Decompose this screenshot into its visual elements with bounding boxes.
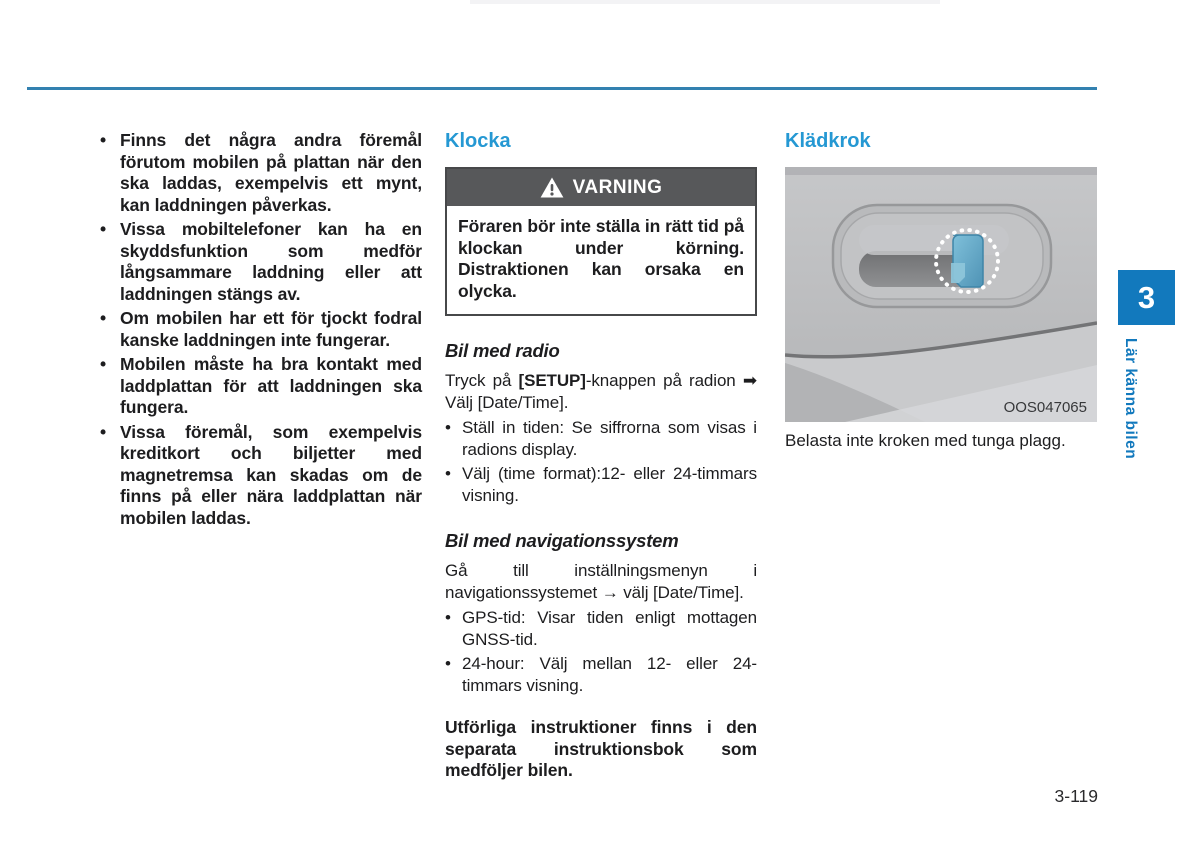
list-item — [445, 607, 757, 650]
section-heading-kladkrok: Klädkrok — [785, 130, 871, 152]
list-item — [445, 463, 757, 506]
warning-box — [445, 167, 757, 316]
radio-intro-pre: Tryck på — [445, 371, 519, 390]
top-edge-artifact — [470, 0, 940, 4]
right-column — [785, 130, 1097, 451]
subsection-heading-radio: Bil med radio — [445, 340, 560, 361]
coat-hook-photo — [785, 167, 1097, 422]
image-code: OOS047065 — [1003, 399, 1087, 416]
list-item — [100, 308, 422, 351]
page-number: 3-119 — [1054, 786, 1098, 806]
nav-intro: Gå till inställningsmenyn i navigationssystemet → välj [Date/Time]. — [445, 561, 757, 602]
subsection-heading-nav: Bil med navigationssystem — [445, 530, 679, 551]
radio-intro — [445, 370, 757, 413]
radio-intro-post: -knappen på radion ➡ Välj [Date/Time]. — [445, 371, 758, 412]
warning-triangle-icon — [540, 177, 564, 198]
bullet-dot: • — [100, 308, 107, 328]
list-item — [445, 417, 757, 460]
list-item-text: Finns det några andra föremål förutom mobilen på plattan när den ska laddas, exempelvis ett mynt, kan laddningen påverkas. — [120, 130, 422, 215]
bullet-dot: • — [445, 608, 451, 627]
left-column — [100, 130, 422, 532]
list-item-text: Ställ in tiden: Se siffrorna som visas i radions display. — [462, 418, 757, 459]
list-item-text: 24-hour: Välj mellan 12- eller 24-timmars visning. — [462, 654, 757, 695]
bullet-dot: • — [445, 464, 451, 483]
list-item-text: GPS-tid: Visar tiden enligt mottagen GNSS-tid. — [462, 608, 757, 649]
list-item-text: Vissa föremål, som exempelvis kreditkort och biljetter med magnetremsa kan skadas om de finns på eller nära laddplattan när mobilen laddas. — [120, 421, 422, 528]
list-item — [445, 653, 757, 696]
list-item-text: Vissa mobiltelefoner kan ha en skyddsfunktion som medför långsammare laddning eller att laddningen stängs av. — [120, 219, 422, 304]
bullet-dot: • — [445, 418, 451, 437]
bullet-dot: • — [100, 219, 107, 239]
section-heading-klocka: Klocka — [445, 130, 511, 152]
list-item-text: Välj (time format):12- eller 24-timmars visning. — [462, 464, 757, 505]
chapter-number: 3 — [1137, 279, 1156, 315]
list-item — [100, 219, 422, 305]
bullet-dot: • — [100, 421, 107, 442]
setup-button-reference: [SETUP] — [518, 371, 586, 390]
bullet-dot: • — [100, 354, 107, 374]
grab-handle — [833, 205, 1051, 307]
warning-body: Föraren bör inte ställa in rätt tid på klockan under körning. Distraktionen kan orsaka en olycka. — [458, 216, 744, 301]
warning-title: VARNING — [572, 176, 663, 198]
warning-header — [447, 169, 755, 206]
bullet-dot: • — [445, 654, 451, 673]
middle-column — [445, 130, 757, 782]
list-item — [100, 130, 422, 216]
list-item — [100, 422, 422, 530]
chapter-tab — [1118, 270, 1175, 325]
list-item — [100, 354, 422, 419]
list-item-text: Mobilen måste ha bra kontakt med laddplattan för att laddningen ska fungera. — [120, 354, 422, 417]
footer-note: Utförliga instruktioner finns i den separata instruktionsbok som medföljer bilen. — [445, 717, 757, 780]
chapter-label: Lär känna bilen — [1122, 338, 1139, 460]
photo-caption: Belasta inte kroken med tunga plagg. — [785, 431, 1066, 450]
list-item-text: Om mobilen har ett för tjockt fodral kanske laddningen inte fungerar. — [120, 308, 422, 350]
bullet-dot: • — [100, 130, 107, 150]
header-rule — [27, 87, 1097, 90]
